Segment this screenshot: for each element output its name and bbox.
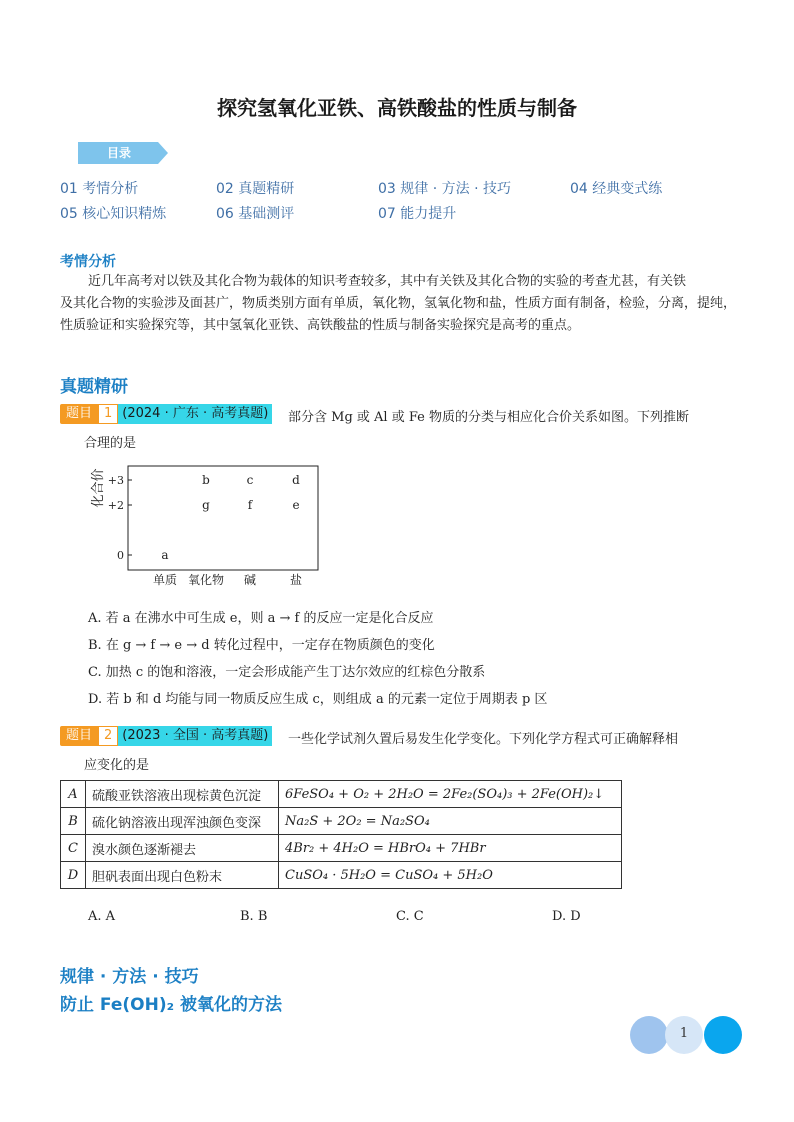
methods-subheading: 防止 Fe(OH)₂ 被氧化的方法 (60, 995, 282, 1015)
analysis-line-3: 性质验证和实验探究等，其中氢氧化亚铁、高铁酸盐的性质与制备实验探究是高考的重点。 (60, 318, 581, 333)
toc-item-07[interactable]: 07 能力提升 (378, 206, 457, 222)
y-axis-label: 化合价 (91, 468, 106, 508)
toc-item-02[interactable]: 02 真题精研 (216, 181, 295, 197)
chart-point-c: c (246, 473, 254, 487)
row-phenomenon: 硫酸亚铁溶液出现棕黄色沉淀 (86, 781, 279, 808)
question-number: 2 (98, 726, 118, 746)
question-2-option-d[interactable]: D. D (552, 909, 581, 924)
y-tick-label: +3 (107, 474, 124, 487)
question-number: 1 (98, 404, 118, 424)
question-source: (2024 · 广东 · 高考真题) (118, 404, 272, 424)
question-2-option-c[interactable]: C. C (396, 909, 424, 924)
table-row (61, 781, 622, 808)
x-tick-label: 盐 (289, 573, 303, 587)
toc-item-04[interactable]: 04 经典变式练 (570, 181, 663, 197)
table-row (61, 835, 622, 862)
question-1-option-b[interactable]: B. 在 g → f → e → d 转化过程中，一定存在物质颜色的变化 (88, 638, 435, 653)
methods-heading: 规律 · 方法 · 技巧 (60, 967, 199, 987)
row-phenomenon: 溴水颜色逐渐褪去 (86, 835, 279, 862)
row-equation: CuSO₄ · 5H₂O = CuSO₄ + 5H₂O (279, 862, 622, 889)
y-tick-label: 0 (117, 549, 124, 562)
question-1-tag (60, 404, 272, 424)
analysis-heading: 考情分析 (60, 254, 116, 270)
question-2-option-b[interactable]: B. B (240, 909, 268, 924)
chart-point-e: e (292, 498, 300, 512)
chart-frame (128, 466, 318, 570)
question-label: 题目 (60, 404, 98, 424)
toc-item-06[interactable]: 06 基础测评 (216, 206, 295, 222)
row-key: C (61, 835, 86, 862)
table-row (61, 862, 622, 889)
question-2-stem-line-1: 一些化学试剂久置后易发生化学变化。下列化学方程式可正确解释相 (288, 732, 679, 747)
question-source: (2023 · 全国 · 高考真题) (118, 726, 272, 746)
question-2-tag (60, 726, 272, 746)
analysis-line-2: 及其化合物的实验涉及面甚广，物质类别方面有单质，氧化物，氢氧化物和盐，性质方面有制备，检验，分离，提纯， (60, 296, 737, 311)
x-tick-label: 氧化物 (187, 573, 225, 587)
row-key: B (61, 808, 86, 835)
toc-item-05[interactable]: 05 核心知识精炼 (60, 206, 167, 222)
row-equation: 4Br₂ + 4H₂O = HBrO₄ + 7HBr (279, 835, 622, 862)
reaction-table (60, 780, 622, 889)
question-2-stem-line-2: 应变化的是 (84, 758, 150, 773)
row-key: D (61, 862, 86, 889)
x-tick-label: 单质 (152, 573, 178, 587)
x-tick-label: 碱 (243, 573, 257, 587)
row-equation: Na₂S + 2O₂ = Na₂SO₄ (279, 808, 622, 835)
row-phenomenon: 硫化钠溶液出现浑浊颜色变深 (86, 808, 279, 835)
page-title: 探究氢氧化亚铁、高铁酸盐的性质与制备 (217, 96, 577, 120)
question-1-option-a[interactable]: A. 若 a 在沸水中可生成 e，则 a → f 的反应一定是化合反应 (88, 611, 434, 626)
question-1-option-d[interactable]: D. 若 b 和 d 均能与同一物质反应生成 c，则组成 a 的元素一定位于周期表 p 区 (88, 692, 548, 707)
chart-point-b: b (202, 473, 210, 487)
row-key: A (61, 781, 86, 808)
chart-point-f: f (247, 498, 253, 512)
row-phenomenon: 胆矾表面出现白色粉末 (86, 862, 279, 889)
question-2-option-a[interactable]: A. A (88, 909, 116, 924)
question-1-option-c[interactable]: C. 加热 c 的饱和溶液，一定会形成能产生丁达尔效应的红棕色分散系 (88, 665, 486, 680)
toc-badge: 目录 (106, 146, 131, 160)
chart-point-d: d (292, 473, 300, 487)
row-equation: 6FeSO₄ + O₂ + 2H₂O = 2Fe₂(SO₄)₃ + 2Fe(OH)₂↓ (279, 781, 622, 808)
chart-point-a: a (161, 548, 169, 562)
valence-chart (88, 458, 324, 590)
toc-item-01[interactable]: 01 考情分析 (60, 181, 139, 197)
table-row (61, 808, 622, 835)
y-tick-label: +2 (107, 499, 124, 512)
question-label: 题目 (60, 726, 98, 746)
question-1-stem-line-2: 合理的是 (84, 436, 137, 451)
page-number: 1 (679, 1026, 689, 1041)
question-1-stem-line-1: 部分含 Mg 或 Al 或 Fe 物质的分类与相应化合价关系如图。下列推断 (288, 410, 689, 425)
zhenti-heading: 真题精研 (60, 377, 128, 397)
analysis-line-1: 近几年高考对以铁及其化合物为载体的知识考查较多，其中有关铁及其化合物的实验的考查尤甚，有关铁 (88, 274, 687, 289)
chart-point-g: g (202, 498, 210, 512)
toc-item-03[interactable]: 03 规律 · 方法 · 技巧 (378, 181, 511, 197)
